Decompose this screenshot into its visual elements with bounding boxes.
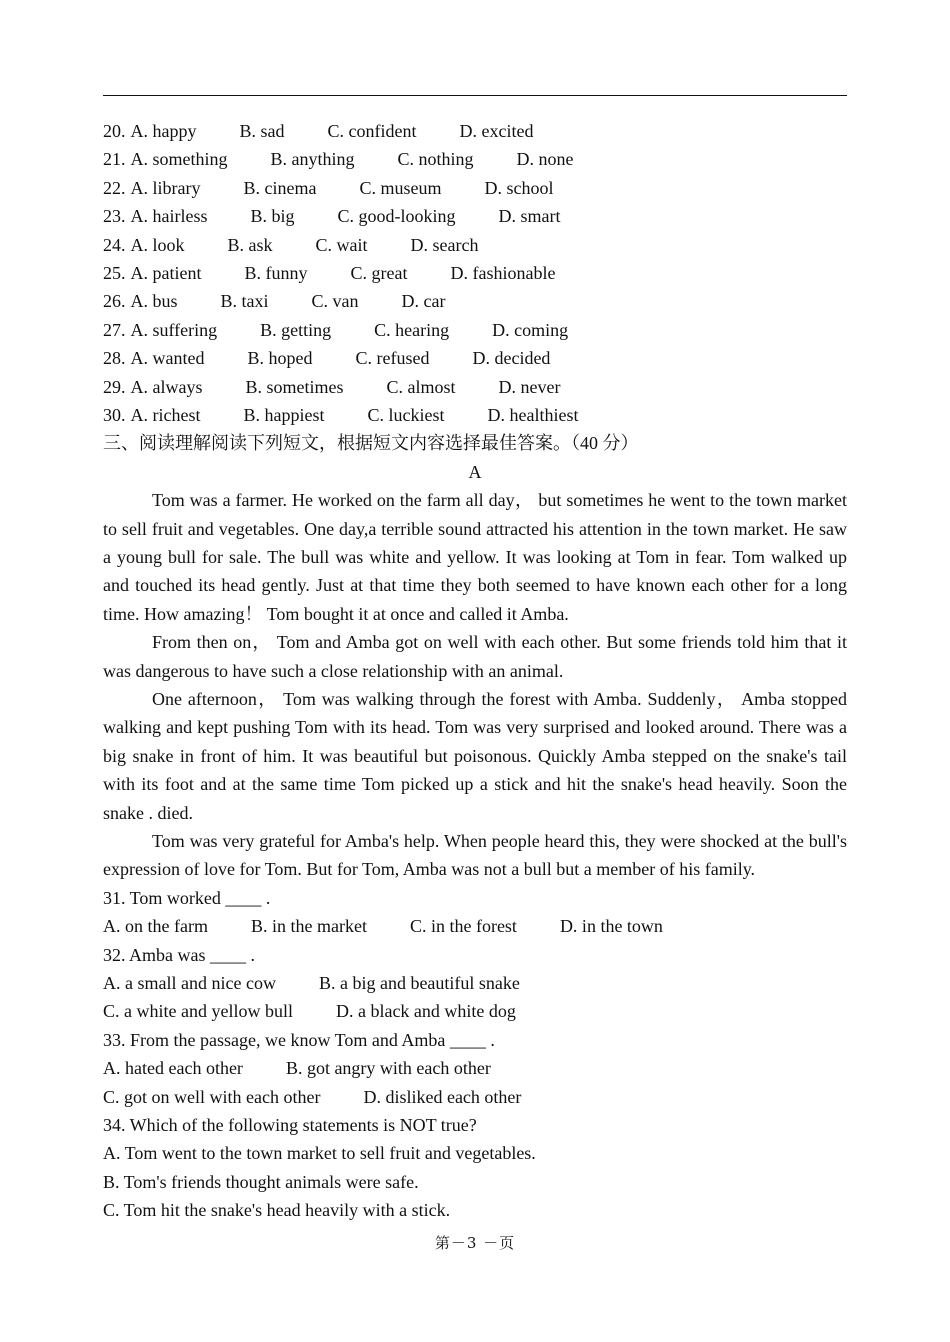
option-c: C. hearing	[374, 319, 450, 340]
option-a: A. richest	[130, 404, 201, 425]
question-number: 20.	[103, 121, 126, 141]
cloze-option-row	[103, 174, 847, 202]
cloze-option-row	[103, 373, 847, 401]
option-d: D. decided	[472, 348, 551, 369]
question-32-options-ab	[103, 969, 847, 997]
cloze-option-row	[103, 117, 847, 145]
option-d: D. car	[401, 291, 446, 312]
option-d: D. fashionable	[450, 262, 556, 283]
question-number: 26.	[103, 291, 126, 312]
option-b: B. Tom's friends thought animals were safe.	[103, 1171, 419, 1192]
option-c: C. in the forest	[409, 916, 517, 937]
question-33-options-ab	[103, 1054, 847, 1082]
document-body	[103, 117, 847, 1225]
option-b: B. cinema	[243, 177, 317, 198]
option-c: C. wait	[315, 234, 368, 255]
question-33-options-cd	[103, 1083, 847, 1111]
header-rule	[103, 95, 847, 96]
option-a: A. wanted	[130, 348, 205, 369]
option-c: C. nothing	[397, 149, 474, 170]
option-b: B. funny	[244, 262, 308, 283]
option-b: B. anything	[270, 149, 355, 170]
option-b: B. hoped	[247, 348, 313, 369]
question-32-stem: 32. Amba was ____ .	[103, 944, 255, 965]
question-33-stem: 33. From the passage, we know Tom and Amba ____ .	[103, 1029, 495, 1050]
option-b: B. got angry with each other	[285, 1058, 491, 1079]
option-a: A. a small and nice cow	[103, 973, 276, 993]
option-b: B. big	[250, 206, 295, 227]
cloze-option-row	[103, 287, 847, 315]
option-d: D. excited	[459, 121, 534, 141]
option-a: A. always	[130, 376, 203, 397]
question-number: 27.	[103, 319, 126, 340]
page-number-footer: 第－3 －页	[434, 1234, 516, 1252]
option-b: B. taxi	[220, 291, 269, 312]
option-c: C. almost	[386, 376, 456, 397]
cloze-option-row	[103, 202, 847, 230]
question-number: 22.	[103, 177, 126, 198]
section-heading: 三、阅读理解阅读下列短文，根据短文内容选择最佳答案。（40 分）	[103, 433, 639, 454]
question-31-options	[103, 912, 847, 940]
question-number: 30.	[103, 404, 126, 425]
option-c: C. van	[311, 291, 359, 312]
option-a: A. happy	[130, 121, 197, 141]
option-d: D. never	[498, 376, 561, 397]
option-c: C. confident	[327, 121, 417, 141]
question-32-options-cd	[103, 997, 847, 1025]
option-c: C. great	[350, 262, 408, 283]
question-31-stem: 31. Tom worked ____ .	[103, 887, 271, 908]
passage-paragraph: Tom was a farmer. He worked on the farm all day， but sometimes he went to the town market to sell fruit and vegetables. One day,a terrible sound attracted his attention in the town market. He saw a young bull for sale. The bull was white and yellow. It was looking at Tom in fear. Tom walked up and touched its head gently. Just at that time they both seemed to have known each other for a long time. How amazing！ Tom bought it at once and called it Amba.	[103, 490, 847, 624]
option-a: A. patient	[130, 262, 202, 283]
option-a: A. on the farm	[103, 916, 208, 937]
option-a: A. bus	[130, 291, 178, 312]
option-c: C. luckiest	[367, 404, 445, 425]
cloze-option-row	[103, 231, 847, 259]
passage-paragraph: Tom was very grateful for Amba's help. When people heard this, they were shocked at the bull's expression of love for Tom. But for Tom, Amba was not a bull but a member of his family.	[103, 830, 847, 880]
cloze-option-row	[103, 259, 847, 287]
option-b: B. sometimes	[245, 376, 344, 397]
option-d: D. none	[516, 149, 574, 170]
option-b: B. ask	[227, 234, 273, 255]
option-a: A. something	[130, 149, 228, 170]
option-c: C. got on well with each other	[103, 1086, 321, 1107]
question-number: 29.	[103, 376, 126, 397]
option-d: D. search	[410, 234, 479, 255]
option-b: B. happiest	[243, 404, 325, 425]
cloze-option-row	[103, 316, 847, 344]
option-b: B. getting	[260, 319, 332, 340]
cloze-option-row	[103, 344, 847, 372]
option-d: D. coming	[492, 319, 569, 340]
option-a: A. library	[130, 177, 201, 198]
option-a: A. suffering	[130, 319, 218, 340]
question-number: 24.	[103, 234, 126, 255]
option-a: A. Tom went to the town market to sell fruit and vegetables.	[103, 1143, 536, 1164]
option-d: D. disliked each other	[363, 1086, 522, 1107]
cloze-option-row	[103, 401, 847, 429]
passage-paragraph: One afternoon， Tom was walking through the forest with Amba. Suddenly， Amba stopped walking and kept pushing Tom with its head. Tom was very surprised and looked around. There was a big snake in front of him. It was beautiful but poisonous. Quickly Amba stepped on the snake's tail with its foot and at the same time Tom picked up a stick and hit the snake's head heavily. Soon the snake . died.	[103, 688, 847, 823]
option-a: A. hated each other	[103, 1058, 243, 1079]
option-c: C. refused	[355, 348, 430, 369]
option-d: D. smart	[498, 206, 561, 227]
option-d: D. school	[484, 177, 554, 198]
option-d: D. healthiest	[487, 404, 579, 425]
cloze-options-list	[103, 117, 847, 429]
passage-title: A	[468, 461, 482, 482]
question-34-stem: 34. Which of the following statements is NOT true?	[103, 1114, 477, 1135]
option-b: B. in the market	[250, 916, 367, 937]
option-d: D. in the town	[559, 916, 663, 937]
question-number: 21.	[103, 149, 126, 170]
option-a: A. hairless	[130, 206, 208, 227]
option-b: B. a big and beautiful snake	[318, 973, 520, 993]
option-c: C. museum	[359, 177, 442, 198]
question-number: 25.	[103, 262, 126, 283]
passage-paragraph: From then on， Tom and Amba got on well with each other. But some friends told him that it was dangerous to have such a close relationship with an animal.	[103, 632, 847, 681]
question-number: 23.	[103, 206, 126, 227]
option-c: C. good-looking	[337, 206, 456, 227]
option-d: D. a black and white dog	[335, 1001, 516, 1022]
cloze-option-row	[103, 145, 847, 173]
option-c: C. a white and yellow bull	[103, 1001, 293, 1022]
option-a: A. look	[130, 234, 185, 255]
question-number: 28.	[103, 348, 126, 369]
option-b: B. sad	[239, 121, 285, 141]
option-c: C. Tom hit the snake's head heavily with a stick.	[103, 1200, 451, 1221]
